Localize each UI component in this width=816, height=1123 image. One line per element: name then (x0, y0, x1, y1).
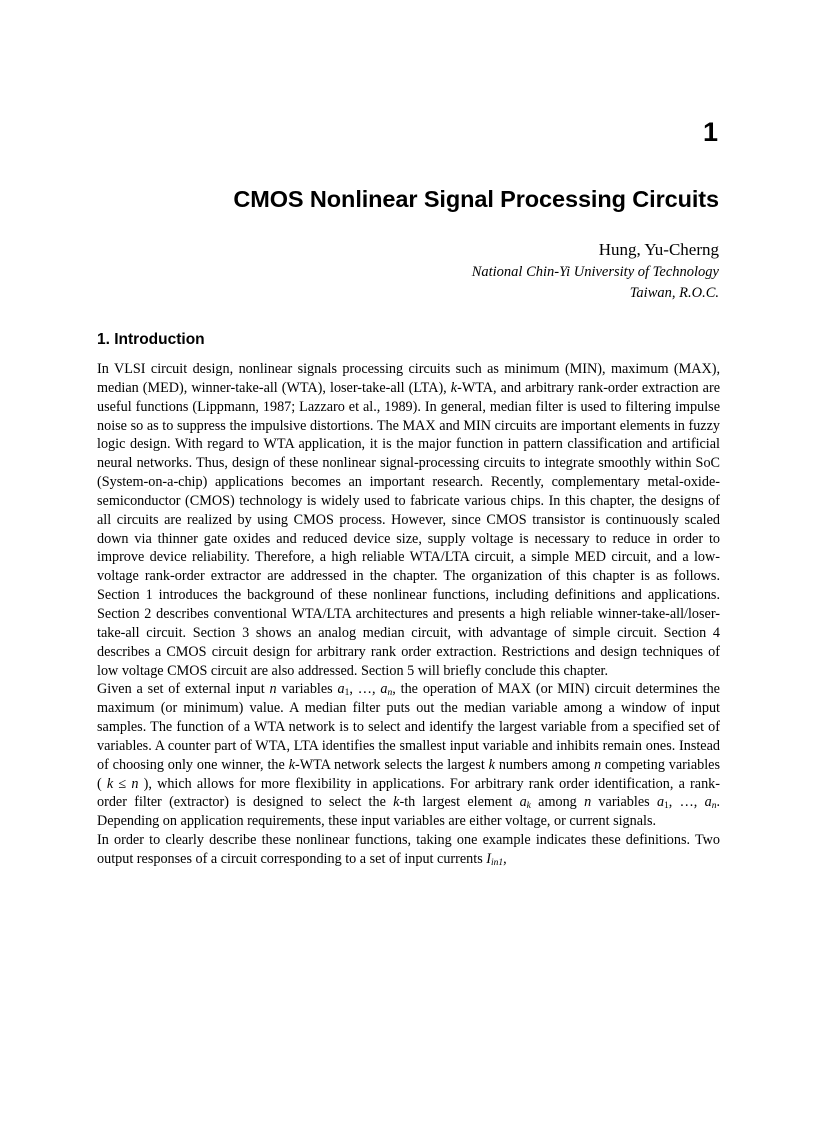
author-block (472, 238, 719, 304)
paragraph-intro: In VLSI circuit design, nonlinear signals processing circuits such as minimum (MIN), maximum (MAX), median (MED), winner-take-all (WTA), loser-take-all (LTA), k-WTA, and arbitrary rank-order extraction are useful functions (Lippmann, 1987; Lazzaro et al., 1989). In general, median filter is used to filtering impulse noise so as to suppress the impulsive distortions. The MAX and MIN circuits are important elements in fuzzy logic design. With regard to WTA application, it is the major function in pattern classification and artificial neural networks. Thus, design of these nonlinear signal-processing circuits to integrate smoothly within SoC (System-on-a-chip) applications becomes an important research. Recently, complementary metal-oxide-semiconductor (CMOS) technology is widely used to fabricate various chips. In this chapter, the designs of all circuits are realized by using CMOS process. However, since CMOS transistor is continuously scaled down via thinner gate oxides and reduced device size, supply voltage is necessary to reduce in order to improve device reliability. Therefore, a high reliable WTA/LTA circuit, a simple MED circuit, and a low-voltage rank-order extractor are addressed in the chapter. The organization of this chapter is as follows. Section 1 introduces the background of these nonlinear functions, including definitions and applications. Section 2 describes conventional WTA/LTA architectures and presents a high reliable winner-take-all/loser-take-all circuit. Section 3 shows an analog median circuit, with advantage of simple circuit. Section 4 describes a CMOS circuit design for arbitrary rank order extraction. Restrictions and design techniques of low voltage CMOS circuit are also addressed. Section 5 will briefly conclude this chapter. (97, 361, 720, 679)
author-name: Hung, Yu-Cherng (598, 240, 719, 259)
paragraph-example: In order to clearly describe these nonlinear functions, taking one example indicates these definitions. Two output responses of a circuit corresponding to a set of input currents $I_{in1}$, (97, 832, 720, 868)
body-text (97, 360, 720, 869)
section-heading: 1. Introduction (97, 331, 205, 348)
affiliation-institution: National Chin-Yi University of Technology (471, 264, 719, 280)
chapter-number: 1 (702, 117, 718, 147)
chapter-title: CMOS Nonlinear Signal Processing Circuits (233, 186, 719, 212)
paragraph-definitions: Given a set of external input n variables $a_1$, …, $a_n$, the operation of MAX (or MIN) circuit determines the maximum (or minimum) value. A median filter puts out the median variable among a window of input samples. The function of a WTA network is to select and identify the largest variable from a specified set of variables. A counter part of WTA, LTA identifies the smallest input variable and inhibits remain ones. Instead of choosing only one winner, the k-WTA network selects the largest k numbers among n competing variables ( k ≤ n ), which allows for more flexibility in applications. For arbitrary rank order identification, a rank-order filter (extractor) is designed to select the k-th largest element $a_k$ among n variables $a_1$, …, $a_n$. Depending on application requirements, these input variables are either voltage, or current signals. (97, 681, 721, 830)
affiliation-country: Taiwan, R.O.C. (629, 285, 719, 301)
